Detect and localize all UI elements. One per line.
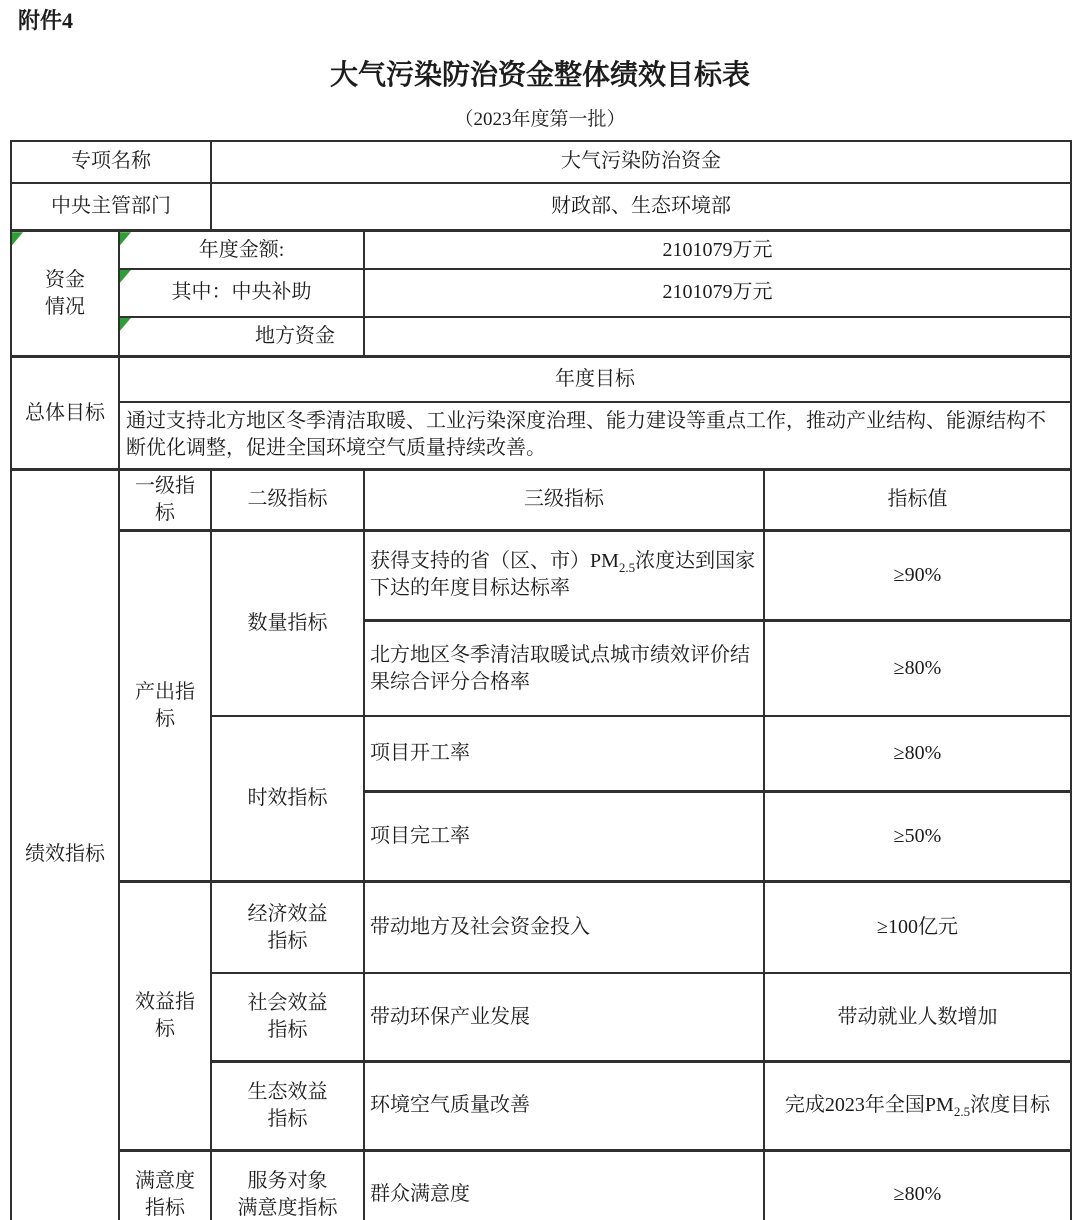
- page-subtitle: （2023年度第一批）: [454, 108, 626, 130]
- pm25-subscript: 2.5: [953, 1104, 971, 1120]
- l2-economic-benefit: 经济效益 指标: [211, 881, 364, 973]
- header-l1: 一级指标: [119, 469, 211, 530]
- funding-section-label: [11, 231, 119, 357]
- header-l3: 三级指标: [364, 469, 764, 530]
- project-name-value: 大气污染防治资金: [211, 141, 1071, 183]
- green-corner-icon: [12, 232, 23, 245]
- indicator-pm25-compliance: [364, 530, 764, 620]
- managing-dept-value: 财政部、生态环境部: [211, 183, 1071, 231]
- header-value: 指标值: [764, 469, 1071, 530]
- target-value: ≥50%: [764, 791, 1071, 881]
- funding-central-value: 2101079万元: [364, 269, 1071, 317]
- target-value: ≥80%: [764, 620, 1071, 716]
- l2-quantity-indicators: 数量指标: [211, 530, 364, 716]
- funding-annual-label: [119, 231, 364, 269]
- target-text: 浓度目标: [970, 1094, 1051, 1117]
- funding-section-text: 资金 情况: [45, 268, 85, 318]
- funding-central-text: 其中：中央补助: [171, 281, 312, 304]
- target-value-pm25: [764, 1061, 1071, 1150]
- target-value: ≥80%: [764, 1150, 1071, 1220]
- green-corner-icon: [120, 318, 131, 331]
- l2-timeliness-indicators: 时效指标: [211, 716, 364, 881]
- performance-section-label: 绩效指标: [11, 469, 119, 1220]
- annual-goal-description: 通过支持北方地区冬季清洁取暖、工业污染深度治理、能力建设等重点工作，推动产业结构、能源结构不断优化调整，促进全国环境空气质量持续改善。: [119, 402, 1071, 470]
- green-corner-icon: [120, 232, 131, 245]
- header-l2: 二级指标: [211, 469, 364, 530]
- indicator-social-capital: 带动地方及社会资金投入: [364, 881, 764, 973]
- target-value: ≥80%: [764, 716, 1071, 791]
- indicator-project-start-rate: 项目开工率: [364, 716, 764, 791]
- l1-output-indicators: 产出指标: [119, 530, 211, 881]
- target-value: ≥90%: [764, 530, 1071, 620]
- green-corner-icon: [120, 270, 131, 283]
- target-value: ≥100亿元: [764, 881, 1071, 973]
- managing-dept-label: 中央主管部门: [11, 183, 211, 231]
- l2-service-target-satisfaction: 服务对象 满意度指标: [211, 1150, 364, 1220]
- indicator-public-satisfaction: 群众满意度: [364, 1150, 764, 1220]
- funding-central-label: [119, 269, 364, 317]
- funding-local-value: [364, 317, 1071, 357]
- funding-annual-value: 2101079万元: [364, 231, 1071, 269]
- pm25-subscript: 2.5: [618, 560, 636, 576]
- indicator-text: 获得支持的省（区、市）PM: [370, 550, 619, 573]
- l1-benefit-indicators: 效益指标: [119, 881, 211, 1150]
- l2-social-benefit: 社会效益 指标: [211, 973, 364, 1061]
- target-value: 带动就业人数增加: [764, 973, 1071, 1061]
- indicator-air-quality: 环境空气质量改善: [364, 1061, 764, 1150]
- target-text: 完成2023年全国PM: [784, 1094, 954, 1117]
- l1-satisfaction-indicators: 满意度 指标: [119, 1150, 211, 1220]
- funding-local-text: 地方资金: [255, 325, 335, 348]
- funding-local-label: [119, 317, 364, 357]
- annual-goal-header: 年度目标: [119, 357, 1071, 402]
- indicator-project-completion-rate: 项目完工率: [364, 791, 764, 881]
- funding-annual-text: 年度金额:: [198, 238, 285, 261]
- indicator-env-industry: 带动环保产业发展: [364, 973, 764, 1061]
- indicator-text: 浓度达到国家下达的年度目标达标率: [370, 550, 756, 600]
- attachment-label: 附件4: [18, 8, 74, 33]
- indicator-heating-pilot-score: 北方地区冬季清洁取暖试点城市绩效评价结果综合评分合格率: [364, 620, 764, 716]
- l2-eco-benefit: 生态效益 指标: [211, 1061, 364, 1150]
- project-name-label: 专项名称: [11, 141, 211, 183]
- performance-target-table: [10, 140, 1072, 1220]
- overall-goal-label: 总体目标: [11, 357, 119, 470]
- page-title: 大气污染防治资金整体绩效目标表: [329, 60, 750, 92]
